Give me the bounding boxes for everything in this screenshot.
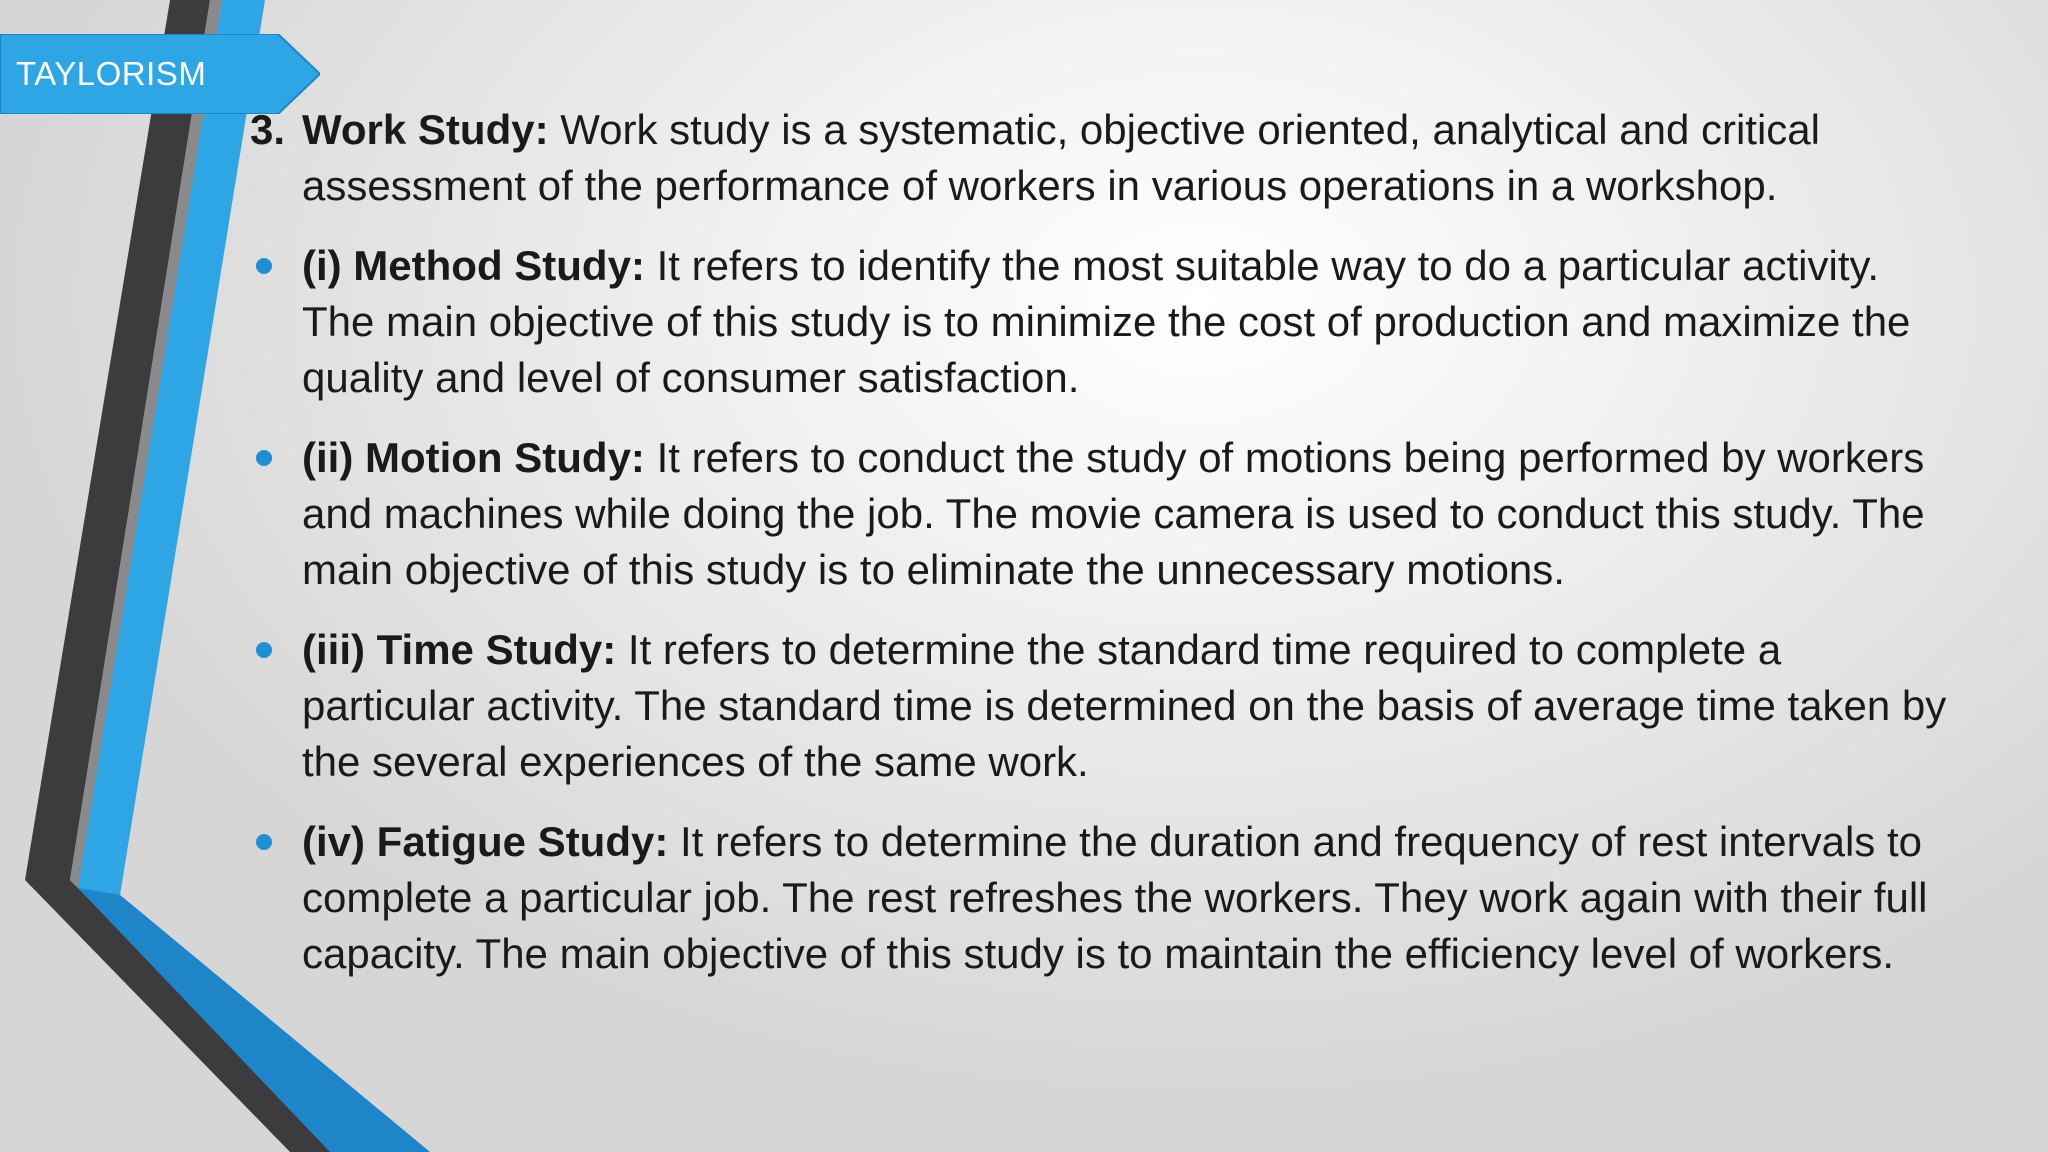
bullet-method-study xyxy=(250,238,1950,406)
bullet-text: It refers to identify the most suitable way to do a particular activity. The main objective of this study is to minimize the cost of production and maximize the quality and level of consumer satisfaction. xyxy=(302,242,1911,401)
bullet-dot-icon xyxy=(256,642,272,658)
bullet-heading: (ii) Motion Study: xyxy=(302,434,645,481)
item-number: 3. xyxy=(250,106,286,153)
work-study-paragraph xyxy=(250,102,1950,214)
bullet-fatigue-study xyxy=(250,814,1950,982)
work-study-heading: Work Study: xyxy=(302,106,549,153)
bullet-dot-icon xyxy=(256,834,272,850)
bullet-time-study xyxy=(250,622,1950,790)
work-study-text: Work study is a systematic, objective oriented, analytical and critical assessment of the performance of workers in various operations in a workshop. xyxy=(302,106,1821,209)
bullet-text: It refers to determine the standard time required to complete a particular activity. The standard time is determined on the basis of average time taken by the several experiences of the same work. xyxy=(302,626,1947,785)
bullet-heading: (iv) Fatigue Study: xyxy=(302,818,669,865)
slide-title: TAYLORISM xyxy=(16,55,207,92)
bullet-motion-study xyxy=(250,430,1950,598)
bullet-heading: (i) Method Study: xyxy=(302,242,645,289)
bullet-dot-icon xyxy=(256,450,272,466)
bullet-text: It refers to conduct the study of motions being performed by workers and machines while doing the job. The movie camera is used to conduct this study. The main objective of this study is to eliminate the unnecessary motions. xyxy=(302,434,1925,593)
bullet-dot-icon xyxy=(256,258,272,274)
bullet-text: It refers to determine the duration and frequency of rest intervals to complete a particular job. The rest refreshes the workers. They work again with their full capacity. The main objective of this study is to maintain the efficiency level of workers. xyxy=(302,818,1928,977)
slide-content xyxy=(250,102,1950,1006)
bullet-heading: (iii) Time Study: xyxy=(302,626,617,673)
